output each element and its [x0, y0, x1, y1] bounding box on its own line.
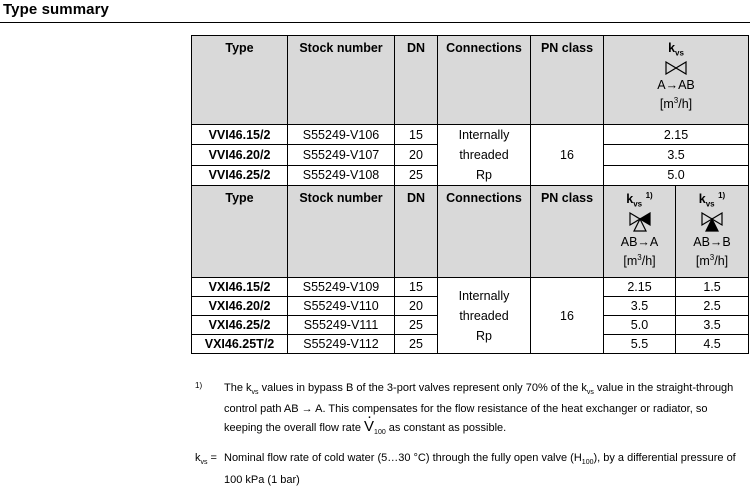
kvs-b-cell: 2.5	[676, 297, 749, 316]
kvs-a-cell: 5.5	[604, 335, 676, 354]
col-connections-header: Connections	[438, 186, 531, 278]
kvs-unit: $[m^3/h]$	[695, 252, 729, 268]
col-pn-header: PN class	[531, 186, 604, 278]
dn-cell: 25	[395, 335, 438, 354]
header-row-vxi	[192, 186, 749, 278]
col-type-header: Type	[192, 36, 288, 125]
type-cell: VXI46.25T/2	[192, 335, 288, 354]
kvs-label: $k_{vs}$	[668, 41, 684, 58]
footnote-marker: 1)	[195, 381, 203, 390]
type-cell: VXI46.15/2	[192, 278, 288, 297]
stock-cell: S55249-V107	[288, 145, 395, 165]
dn-cell: 15	[395, 278, 438, 297]
footnotes	[191, 380, 746, 489]
col-pn-header: PN class	[531, 36, 604, 125]
type-cell: VXI46.20/2	[192, 297, 288, 316]
col-connections-header: Connections	[438, 36, 531, 125]
heading-rule	[0, 22, 750, 23]
section-heading: Type summary	[3, 1, 109, 18]
header-row-vvi	[192, 36, 749, 125]
kvs-label: $k_{vs}$ $^{1)}$	[626, 191, 653, 209]
kvs-definition-marker: $k_{vs}$ =	[195, 452, 217, 467]
connections-cell: Internally threaded Rp	[438, 278, 531, 354]
flow-rate-symbol: · V	[364, 418, 374, 435]
kvs-b-cell: 1.5	[676, 278, 749, 297]
col-dn-header: DN	[395, 36, 438, 125]
kvs-flow-direction: AB→A	[620, 234, 659, 249]
dn-cell: 20	[395, 145, 438, 165]
table-row	[192, 278, 749, 297]
kvs-definition-text: Nominal flow rate of cold water (5…30 °C) through the fully open valve $(H_{100})$, by a differential pressure of 100 kPa (1 bar)	[224, 452, 736, 486]
footnote-kvs-definition	[191, 450, 746, 488]
stock-cell: S55249-V110	[288, 297, 395, 316]
kvs-cell: 5.0	[604, 165, 749, 185]
footnote-text: The $k_{vs}$ values in bypass B of the 3-port valves represent only 70% of the $k_{vs}$ value in the straight-through control path AB → A. This compensates for the flow resistance of the heat exchanger or radiator, so keeping the overall flow rate · $V_{100}$ as constant as possible.	[224, 380, 746, 441]
type-cell: VVI46.25/2	[192, 165, 288, 185]
type-cell: VVI46.15/2	[192, 125, 288, 145]
stock-cell: S55249-V108	[288, 165, 395, 185]
kvs-a-cell: 3.5	[604, 297, 676, 316]
stock-cell: S55249-V106	[288, 125, 395, 145]
kvs-unit: $[m^3/h]$	[623, 252, 656, 268]
dn-cell: 20	[395, 297, 438, 316]
col-kvs-b-header	[676, 186, 749, 278]
pn-cell: 16	[531, 125, 604, 186]
two-way-valve-icon	[665, 61, 687, 75]
kvs-cell: 2.15	[604, 125, 749, 145]
kvs-cell: 3.5	[604, 145, 749, 165]
kvs-label: $k_{vs}$ $^{1)}$	[698, 191, 726, 209]
three-way-valve-a-icon	[629, 212, 651, 232]
type-cell: VVI46.20/2	[192, 145, 288, 165]
stock-cell: S55249-V111	[288, 316, 395, 335]
kvs-flow-direction: AB→B	[693, 234, 731, 249]
col-kvs-header	[604, 36, 749, 125]
col-type-header: Type	[192, 186, 288, 278]
stock-cell: S55249-V112	[288, 335, 395, 354]
col-stock-header: Stock number	[288, 186, 395, 278]
kvs-b-cell: 4.5	[676, 335, 749, 354]
kvs-a-cell: 5.0	[604, 316, 676, 335]
table-row	[192, 125, 749, 145]
connections-cell: Internally threaded Rp	[438, 125, 531, 186]
kvs-a-cell: 2.15	[604, 278, 676, 297]
three-way-valve-b-icon	[701, 212, 723, 232]
dn-cell: 15	[395, 125, 438, 145]
type-cell: VXI46.25/2	[192, 316, 288, 335]
dn-cell: 25	[395, 316, 438, 335]
col-dn-header: DN	[395, 186, 438, 278]
col-stock-header: Stock number	[288, 36, 395, 125]
pn-cell: 16	[531, 278, 604, 354]
stock-cell: S55249-V109	[288, 278, 395, 297]
kvs-flow-direction: A→AB	[657, 77, 695, 92]
dn-cell: 25	[395, 165, 438, 185]
type-summary-table	[191, 35, 749, 354]
kvs-b-cell: 3.5	[676, 316, 749, 335]
footnote-1	[191, 380, 746, 441]
kvs-unit: $[m^3/h]$	[659, 95, 693, 111]
col-kvs-a-header	[604, 186, 676, 278]
